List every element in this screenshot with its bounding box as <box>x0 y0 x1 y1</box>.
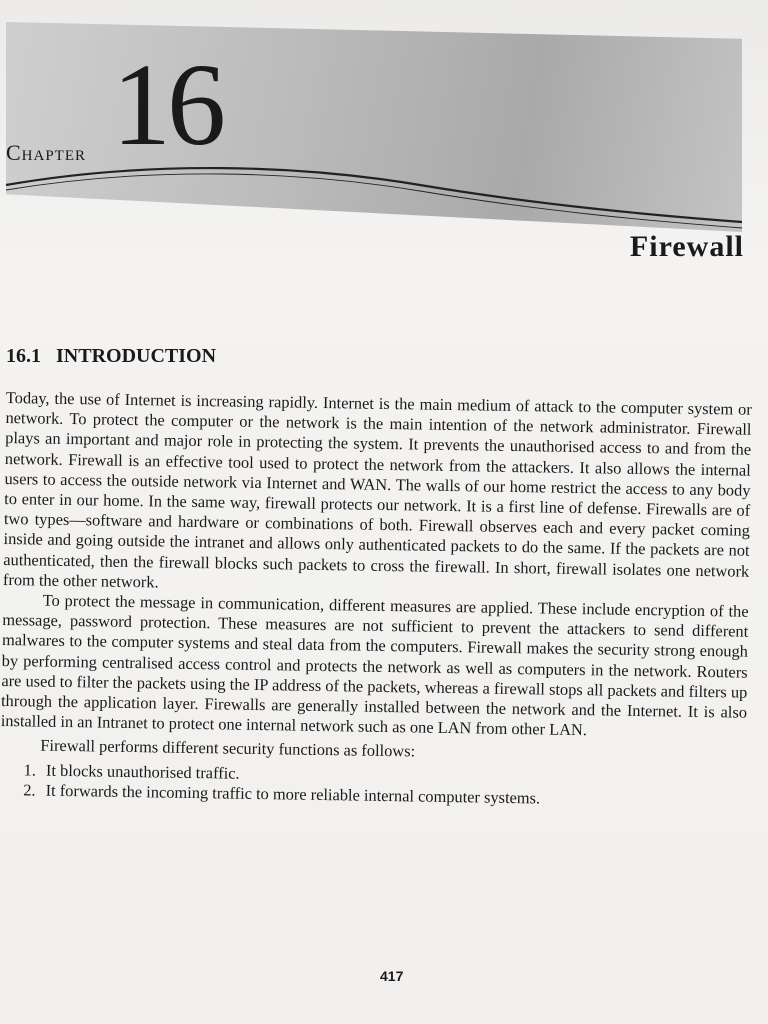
list-item: 2. It forwards the incoming traffic to more reliable internal computer systems. <box>40 780 746 811</box>
body-text <box>0 388 752 812</box>
list-intro: Firewall performs different security functions as follows: <box>40 736 416 761</box>
section-heading <box>6 345 216 368</box>
chapter-label: Chapter <box>6 140 87 165</box>
list-item: 1. It blocks unauthorised traffic. <box>40 760 746 791</box>
security-functions-list <box>0 760 746 812</box>
section-title: INTRODUCTION <box>56 345 217 367</box>
section-number: 16.1 <box>6 345 41 367</box>
page-number: 417 <box>380 968 404 984</box>
paragraph-2: To protect the message in communication, different measures are applied. These include encryption of the message, password protection. These measures are not sufficient to prevent the attackers to send different malwares to the computer systems and steal data from the computers. Firewall makes the security strong enough by performing centralised access control and protects the network as well as computers in the network. Routers are used to filter the packets using the IP address of the packets, whereas a firewall stops all packets and filters up through the application layer. Firewalls are generally installed between the network and the Internet. It is also installed in an Intranet to protect one internal network such as one LAN from other LAN. <box>0 590 749 740</box>
paragraph-1: Today, the use of Internet is increasing rapidly. Internet is the main medium of attack to the computer system or network. To protect the computer or the network is the main intention of the network administrator. Firewall plays an important and major role in protecting the system. It prevents the unauthorised access to and from the network. Firewall is an effective tool used to protect the network from the attackers. It also allows the internal users to access the outside network via Internet and WAN. The walls of our home restrict the access to any body to enter in our home. In the same way, firewall protects our network. It is a first line of defense. Firewalls are of two types—software and hardware or combinations of both. Firewall observes each and every packet coming inside and going outside the intranet and allows only authenticated packets to do the same. If the packets are not authenticated, then the firewall blocks such packets to cross the firewall. In short, firewall isolates one network from the other network. <box>2 388 752 592</box>
chapter-number: 16 <box>112 39 222 170</box>
chapter-title: Firewall <box>629 230 744 263</box>
